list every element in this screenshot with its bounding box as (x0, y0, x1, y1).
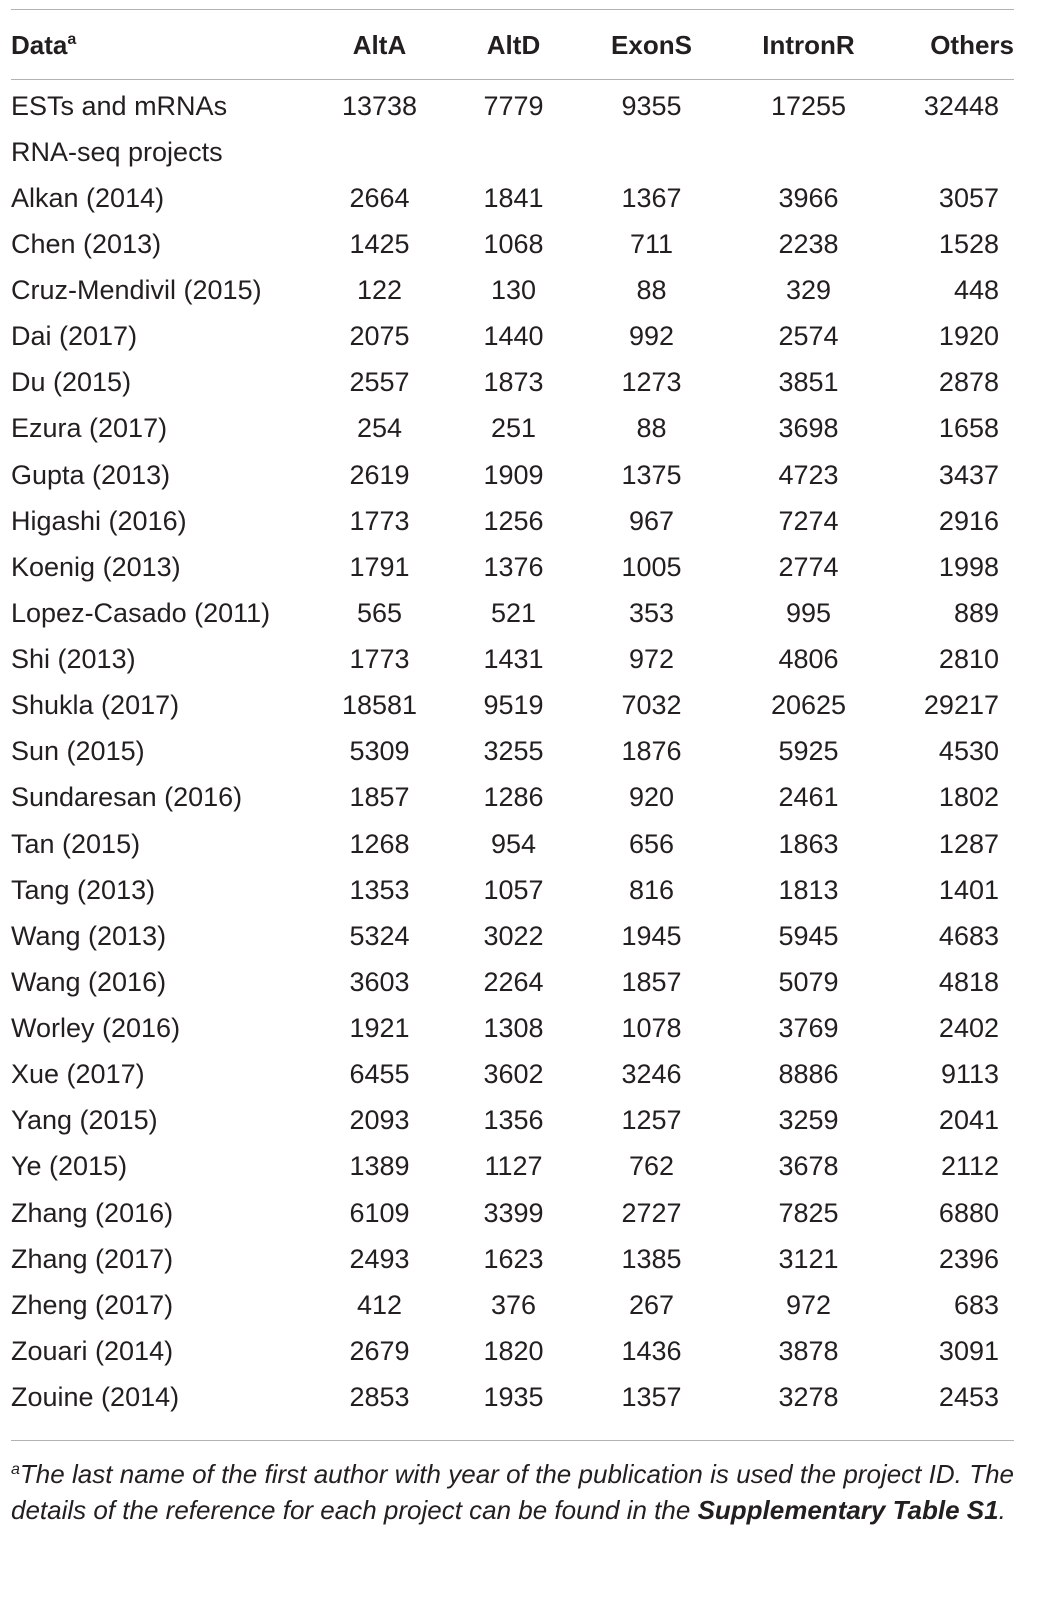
cell-alta: 122 (356, 275, 403, 306)
cell-intronr: 3851 (778, 367, 839, 398)
cell-others: 2916 (938, 505, 999, 536)
row-label: Zheng (2017) (11, 1289, 174, 1320)
cell-intronr: 7274 (778, 505, 839, 536)
cell-alta: 1791 (349, 551, 410, 582)
column-header-data (11, 11, 313, 81)
cell-altd: 1057 (483, 874, 544, 905)
cell-intronr: 3698 (778, 413, 839, 444)
table-row (11, 1190, 1014, 1236)
cell-alta: 6109 (349, 1197, 410, 1228)
cell-exons: 816 (628, 874, 675, 905)
row-label: Shukla (2017) (11, 690, 180, 721)
cell-intronr: 2461 (778, 782, 839, 813)
cell-alta: 2853 (349, 1382, 410, 1413)
cell-exons: 1385 (621, 1243, 682, 1274)
table-row (11, 1375, 1014, 1421)
cell-exons: 1078 (621, 1013, 682, 1044)
cell-altd: 1623 (483, 1243, 544, 1274)
table-row (11, 360, 1014, 406)
cell-exons: 656 (628, 828, 675, 859)
cell-exons: 7032 (621, 690, 682, 721)
table-row (11, 683, 1014, 729)
cell-alta: 2619 (349, 459, 410, 490)
table-row (11, 221, 1014, 267)
cell-intronr: 4723 (778, 459, 839, 490)
table-row (11, 913, 1014, 959)
cell-intronr: 3678 (778, 1151, 839, 1182)
cell-intronr: 995 (785, 597, 832, 628)
cell-others: 4818 (938, 966, 999, 997)
cell-others: 889 (953, 597, 999, 628)
cell-others: 32448 (923, 90, 999, 121)
table-row (11, 1282, 1014, 1328)
cell-alta: 1353 (349, 874, 410, 905)
cell-alta: 2557 (349, 367, 410, 398)
cell-alta: 5324 (349, 920, 410, 951)
cell-alta: 3603 (349, 966, 410, 997)
cell-others: 4530 (938, 736, 999, 767)
table-row (11, 867, 1014, 913)
cell-altd: 1935 (483, 1382, 544, 1413)
cell-intronr: 1813 (778, 874, 839, 905)
cell-altd: 130 (490, 275, 537, 306)
cell-exons: 1436 (621, 1335, 682, 1366)
cell-intronr: 972 (785, 1289, 832, 1320)
cell-intronr (722, 129, 895, 175)
cell-altd: 1873 (483, 367, 544, 398)
row-label: Zouari (2014) (11, 1335, 174, 1366)
footnote-text: The last name of the first author with year of the publication is used the project ID. The details of the reference for each project can be found in the (11, 1459, 1014, 1525)
footnote-supplementary-ref: Supplementary Table S1 (697, 1495, 999, 1525)
cell-intronr: 5945 (778, 920, 839, 951)
row-label: Yang (2015) (11, 1105, 158, 1136)
cell-others: 4683 (938, 920, 999, 951)
column-header-alta: AltA (352, 29, 407, 60)
cell-others: 1287 (938, 828, 999, 859)
cell-altd: 1256 (483, 505, 544, 536)
row-label: Ye (2015) (11, 1151, 128, 1182)
cell-altd: 1431 (483, 644, 544, 675)
cell-others: 1998 (938, 551, 999, 582)
cell-intronr: 5925 (778, 736, 839, 767)
table-row (11, 406, 1014, 452)
row-label: Gupta (2013) (11, 459, 171, 490)
cell-alta: 1425 (349, 228, 410, 259)
row-label: Zhang (2016) (11, 1197, 174, 1228)
cell-altd: 1068 (483, 228, 544, 259)
cell-exons (581, 129, 722, 175)
cell-alta: 565 (356, 597, 403, 628)
table-row (11, 775, 1014, 821)
table-row (11, 452, 1014, 498)
footnote-marker: a (67, 30, 77, 48)
footnote-end: . (998, 1495, 1006, 1525)
cell-intronr: 3278 (778, 1382, 839, 1413)
table-body (11, 81, 1014, 1421)
cell-altd: 3602 (483, 1059, 544, 1090)
table-row (11, 959, 1014, 1005)
cell-altd (446, 129, 581, 175)
data-table (11, 11, 1014, 1421)
cell-exons: 920 (628, 782, 675, 813)
row-label: Tan (2015) (11, 828, 141, 859)
cell-intronr: 5079 (778, 966, 839, 997)
cell-altd: 1127 (484, 1151, 543, 1182)
cell-others: 2041 (938, 1105, 999, 1136)
cell-alta: 2664 (349, 182, 410, 213)
column-header-altd: AltD (486, 29, 541, 60)
cell-altd: 7779 (483, 90, 544, 121)
cell-exons: 2727 (621, 1197, 682, 1228)
cell-altd: 1356 (483, 1105, 544, 1136)
cell-intronr: 3121 (778, 1243, 839, 1274)
cell-exons: 1357 (621, 1382, 682, 1413)
cell-alta: 2093 (349, 1105, 410, 1136)
row-label: Tang (2013) (11, 874, 156, 905)
cell-intronr: 3769 (778, 1013, 839, 1044)
cell-others: 1528 (938, 228, 999, 259)
cell-alta: 13738 (341, 90, 418, 121)
cell-others: 3437 (938, 459, 999, 490)
cell-others: 2402 (938, 1013, 999, 1044)
cell-others: 3091 (938, 1335, 999, 1366)
cell-altd: 1376 (483, 551, 544, 582)
row-label: Alkan (2014) (11, 182, 165, 213)
cell-exons: 9355 (621, 90, 682, 121)
cell-exons: 3246 (621, 1059, 682, 1090)
cell-others: 2810 (938, 644, 999, 675)
column-header-intronr: IntronR (762, 29, 855, 60)
cell-alta: 1921 (349, 1013, 410, 1044)
footnote-marker-a: a (11, 1461, 20, 1478)
cell-others: 3057 (938, 182, 999, 213)
column-header-others: Others (930, 29, 1014, 60)
cell-alta (313, 129, 446, 175)
cell-others: 448 (953, 275, 999, 306)
cell-alta: 412 (356, 1289, 403, 1320)
cell-others: 683 (953, 1289, 999, 1320)
table-row (11, 590, 1014, 636)
cell-altd: 1820 (483, 1335, 544, 1366)
cell-others: 2112 (940, 1151, 999, 1182)
cell-intronr: 3966 (778, 182, 839, 213)
cell-alta: 1389 (349, 1151, 410, 1182)
column-header-data-label: Data (11, 29, 68, 60)
cell-exons: 1857 (621, 966, 682, 997)
cell-alta: 6455 (349, 1059, 410, 1090)
column-header-exons: ExonS (611, 29, 692, 60)
cell-intronr: 3878 (778, 1335, 839, 1366)
cell-others: 2453 (938, 1382, 999, 1413)
cell-alta: 2493 (349, 1243, 410, 1274)
row-label: Lopez-Casado (2011) (11, 597, 271, 628)
table-row (11, 544, 1014, 590)
cell-others: 1920 (938, 321, 999, 352)
cell-exons: 1367 (621, 182, 682, 213)
cell-others: 9113 (940, 1059, 999, 1090)
header-row (11, 11, 1014, 81)
cell-exons: 1375 (621, 459, 682, 490)
cell-others: 2396 (938, 1243, 999, 1274)
table-row (11, 637, 1014, 683)
row-label: Ezura (2017) (11, 413, 168, 444)
cell-exons: 967 (628, 505, 675, 536)
row-label: Shi (2013) (11, 644, 136, 675)
cell-alta: 254 (356, 413, 403, 444)
cell-altd: 1841 (483, 182, 544, 213)
bottom-rule (11, 1440, 1014, 1441)
cell-exons: 711 (629, 228, 674, 259)
cell-others: 6880 (938, 1197, 999, 1228)
cell-alta: 2679 (349, 1335, 410, 1366)
table-row (11, 81, 1014, 129)
cell-exons: 1257 (621, 1105, 682, 1136)
cell-altd: 1286 (483, 782, 544, 813)
table-row (11, 1236, 1014, 1282)
cell-exons: 88 (636, 413, 667, 444)
cell-alta: 5309 (349, 736, 410, 767)
row-label: Sun (2015) (11, 736, 145, 767)
cell-altd: 9519 (483, 690, 544, 721)
cell-altd: 251 (490, 413, 537, 444)
row-label: Worley (2016) (11, 1013, 181, 1044)
cell-intronr: 4806 (778, 644, 839, 675)
cell-exons: 1945 (621, 920, 682, 951)
table-row (11, 1006, 1014, 1052)
cell-altd: 954 (490, 828, 537, 859)
row-label: ESTs and mRNAs (11, 90, 228, 121)
cell-others: 1401 (938, 874, 999, 905)
cell-others: 2878 (938, 367, 999, 398)
row-label: Du (2015) (11, 367, 132, 398)
cell-others: 1658 (938, 413, 999, 444)
cell-exons: 1876 (621, 736, 682, 767)
row-label: Zouine (2014) (11, 1382, 180, 1413)
row-label: RNA-seq projects (11, 136, 223, 167)
cell-exons: 267 (628, 1289, 675, 1320)
row-label: Koenig (2013) (11, 551, 181, 582)
cell-altd: 521 (490, 597, 537, 628)
row-label: Sundaresan (2016) (11, 782, 243, 813)
cell-intronr: 7825 (778, 1197, 839, 1228)
table-row (11, 175, 1014, 221)
row-label: Higashi (2016) (11, 505, 187, 536)
cell-altd: 1440 (483, 321, 544, 352)
table-row (11, 314, 1014, 360)
cell-altd: 3255 (483, 736, 544, 767)
table-row (11, 1144, 1014, 1190)
cell-exons: 1005 (621, 551, 682, 582)
cell-intronr: 1863 (778, 828, 839, 859)
cell-altd: 3022 (483, 920, 544, 951)
cell-altd: 1308 (483, 1013, 544, 1044)
cell-intronr: 2774 (778, 551, 839, 582)
cell-intronr: 8886 (778, 1059, 839, 1090)
cell-intronr: 329 (785, 275, 832, 306)
cell-alta: 1268 (349, 828, 410, 859)
table-row (11, 1052, 1014, 1098)
table-row (11, 129, 1014, 175)
cell-exons: 762 (628, 1151, 675, 1182)
cell-exons: 353 (628, 597, 675, 628)
cell-altd: 376 (490, 1289, 537, 1320)
cell-exons: 992 (628, 321, 675, 352)
cell-intronr: 3259 (778, 1105, 839, 1136)
table-footnote (11, 1452, 1014, 1528)
cell-alta: 1773 (349, 505, 410, 536)
cell-alta: 1857 (349, 782, 410, 813)
table-row (11, 268, 1014, 314)
table-row (11, 498, 1014, 544)
row-label: Xue (2017) (11, 1059, 145, 1090)
cell-intronr: 20625 (770, 690, 847, 721)
cell-exons: 88 (636, 275, 667, 306)
row-label: Wang (2013) (11, 920, 167, 951)
cell-intronr: 2238 (778, 228, 839, 259)
row-label: Cruz-Mendivil (2015) (11, 275, 262, 306)
table-row (11, 1328, 1014, 1374)
row-label: Zhang (2017) (11, 1243, 174, 1274)
cell-exons: 1273 (621, 367, 682, 398)
cell-intronr: 2574 (778, 321, 839, 352)
table-row (11, 821, 1014, 867)
cell-alta: 2075 (349, 321, 410, 352)
cell-others: 29217 (923, 690, 999, 721)
cell-alta: 18581 (341, 690, 418, 721)
row-label: Chen (2013) (11, 228, 162, 259)
row-label: Wang (2016) (11, 966, 167, 997)
cell-altd: 1909 (483, 459, 544, 490)
cell-intronr: 17255 (770, 90, 847, 121)
cell-exons: 972 (628, 644, 675, 675)
cell-altd: 2264 (483, 966, 544, 997)
top-rule (11, 9, 1014, 10)
cell-altd: 3399 (483, 1197, 544, 1228)
cell-others (895, 129, 1014, 175)
cell-alta: 1773 (349, 644, 410, 675)
table-row (11, 1098, 1014, 1144)
row-label: Dai (2017) (11, 321, 138, 352)
cell-others: 1802 (938, 782, 999, 813)
table-row (11, 729, 1014, 775)
